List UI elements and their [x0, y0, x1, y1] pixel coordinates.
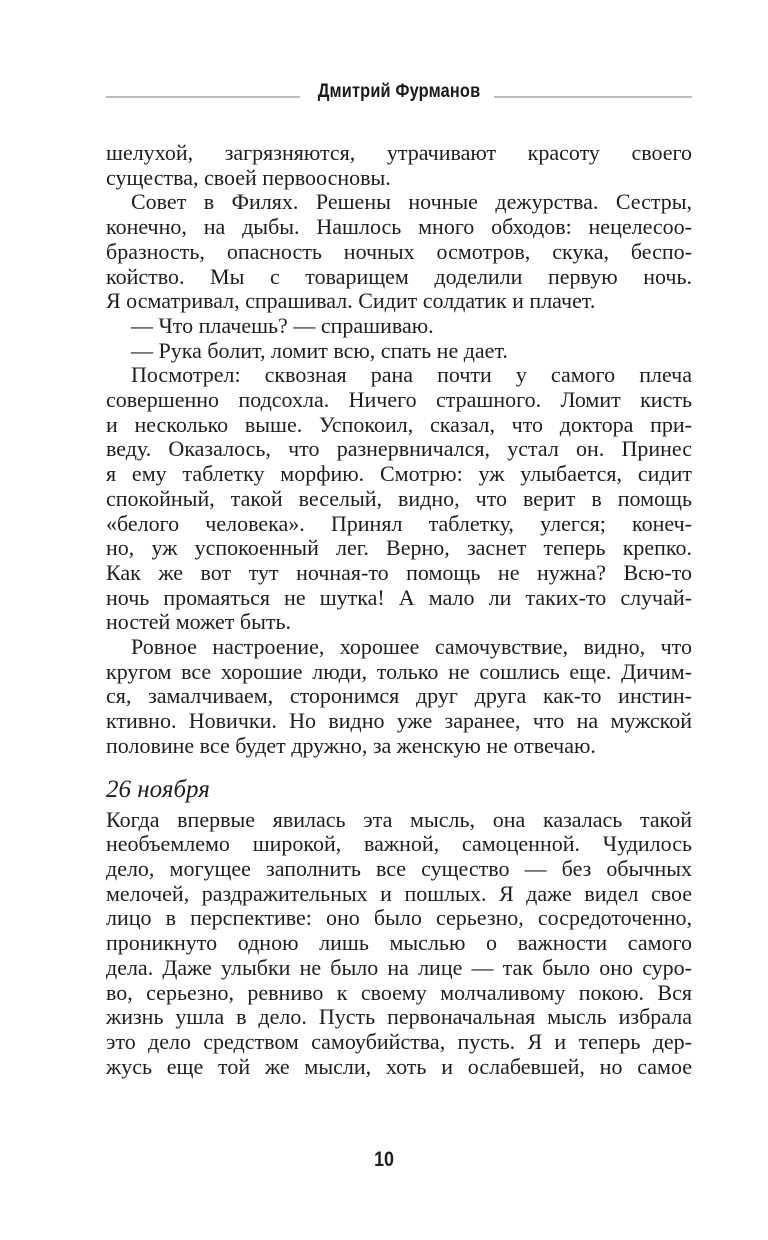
body-text — [106, 141, 692, 1079]
paragraph — [106, 808, 692, 1080]
running-header — [106, 78, 692, 112]
text-line: Ровное настроение, хорошее самочувствие, видно, что — [131, 634, 692, 660]
text-line: ностей может быть. — [106, 609, 292, 635]
text-line: во, серьезно, ревниво к своему молчаливому покою. Вся — [106, 979, 692, 1005]
text-line: и несколько выше. Успокоил, сказал, что доктора при- — [106, 411, 692, 437]
text-line: шелухой, загрязняются, утрачивают красоту своего — [106, 140, 692, 165]
text-line: спокойный, такой веселый, видно, что верит в помощь — [106, 485, 692, 511]
dialogue-line — [106, 314, 692, 339]
text-line: конечно, на дыбы. Нашлось много обходов: нецелесоо- — [106, 214, 692, 240]
text-line: половине все будет дружно, за женскую не отвечаю. — [106, 732, 596, 758]
dialogue-line — [106, 339, 692, 364]
text-line: — Что плачешь? — спрашиваю. — [131, 312, 434, 338]
text-line: совершенно подсохла. Ничего страшного. Ломит кисть — [106, 387, 692, 413]
text-line: жизнь ушла в дело. Пусть первоначальная мысль избрала — [106, 1004, 692, 1030]
text-line: веду. Оказалось, что разнервничался, устал он. Принес — [106, 436, 692, 462]
text-line: дело, могущее заполнить все существо — без обычных — [106, 855, 692, 881]
paragraph — [106, 190, 692, 314]
text-line: но, уж успокоенный лег. Верно, заснет теперь крепко. — [106, 535, 692, 561]
text-line: лицо в перспективе: оно было серьезно, сосредоточенно, — [106, 905, 692, 931]
text-line: ся, замалчиваем, сторонимся друг друга как-то инстин- — [106, 683, 692, 709]
header-rule-left — [106, 96, 300, 98]
text-line: Посмотрел: сквозная рана почти у самого плеча — [131, 362, 692, 388]
text-line: существа, своей первоосновы. — [106, 164, 391, 190]
text-line: мелочей, раздражительных и пошлых. Я даже видел свое — [106, 880, 692, 906]
text-line: Как же вот тут ночная-то помощь не нужна? Всю-то — [106, 559, 692, 585]
text-line: ночь промаяться не шутка! А мало ли таких-то случай- — [106, 584, 692, 610]
header-rule-right — [494, 96, 692, 98]
diary-date-heading: 26 ноября — [106, 775, 210, 803]
text-line: это дело средством самоубийства, пусть. Я и теперь дер- — [106, 1028, 692, 1054]
text-line: кругом все хорошие люди, только не сошлись еще. Дичим- — [106, 658, 692, 684]
text-line: Я осматривал, спрашивал. Сидит солдатик и плачет. — [106, 288, 596, 314]
text-line: Когда впервые явилась эта мысль, она казалась такой — [106, 806, 692, 832]
text-line: проникнуто одною лишь мыслью о важности самого — [106, 930, 692, 956]
header-author-title: Дмитрий Фурманов — [317, 81, 481, 102]
paragraph — [106, 635, 692, 759]
paragraph — [106, 363, 692, 635]
text-line: дела. Даже улыбки не было на лице — так было оно суро- — [106, 954, 692, 980]
text-line: я ему таблетку морфию. Смотрю: уж улыбается, сидит — [106, 461, 692, 487]
text-line: бразность, опасность ночных осмотров, скука, беспо- — [106, 238, 692, 264]
paragraph — [106, 141, 692, 190]
text-line: необъемлемо широкой, важной, самоценной. Чудилось — [106, 831, 692, 857]
text-line: — Рука болит, ломит всю, спать не дает. — [131, 337, 508, 363]
page-number: 10 — [374, 1148, 394, 1171]
text-line: койство. Мы с товарищем доделили первую ночь. — [106, 263, 692, 289]
text-line: ктивно. Новички. Но видно уже заранее, что на мужской — [106, 708, 692, 734]
text-line: жусь еще той же мысли, хоть и ослабевшей, но самое — [106, 1053, 692, 1079]
text-line: Совет в Филях. Решены ночные дежурства. Сестры, — [131, 189, 692, 215]
text-line: «белого человека». Принял таблетку, улегся; конеч- — [106, 510, 692, 536]
